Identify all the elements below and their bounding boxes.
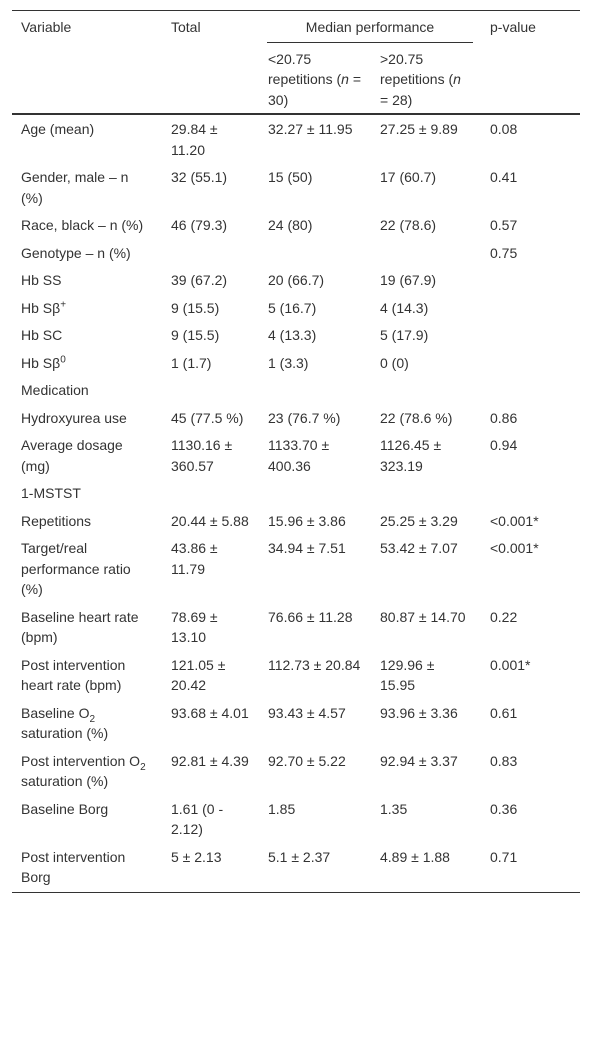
cell-variable: Hb SS [21,272,62,288]
cell-variable: Hydroxyurea use [21,409,127,426]
cell-total: 46 (79.3) [171,217,228,233]
cell-group-high: 129.96 ± 15.95 [380,656,435,693]
cell-total: 9 (15.5) [171,299,220,316]
header-group-high: >20.75 repetitions (n = 28) [371,43,481,115]
cell-variable: Average dosage (mg) [21,437,123,474]
cell-variable: Baseline $O_2$ saturation (%) [21,704,109,741]
header-p-value: p-value [481,11,580,115]
cell-variable: 1-MSTST [21,485,81,501]
table-row [12,603,580,651]
cell-variable: Age (mean) [21,121,95,137]
table-row [12,404,580,432]
cell-group-low [259,239,371,267]
cell-group-low: 93.43 ± 4.57 [268,704,346,721]
cell-total: 45 (77.5 %) [171,409,244,426]
cell-group-low: 15 (50) [268,169,313,185]
table-row [12,747,580,795]
table-row [12,534,580,603]
cell-group-high: 93.96 ± 3.36 [380,704,458,721]
cell-group-high [371,376,481,404]
cell-group-high: 1.35 [380,800,408,817]
table-row [12,239,580,267]
table-container [12,10,580,893]
cell-group-high [371,239,481,267]
table-header [12,11,580,115]
cell-p-value: 0.08 [490,121,518,137]
cell-group-high: 22 (78.6 %) [380,409,453,426]
cell-group-low: 20 (66.7) [268,272,325,288]
cell-group-low: 5.1 ± 2.37 [259,843,371,893]
cell-total: 78.69 ± 13.10 [171,608,218,645]
table-row [12,795,580,843]
cell-group-low: 1.85 [268,800,296,817]
cell-group-low: 92.70 ± 5.22 [268,752,346,769]
cell-variable: Repetitions [21,512,92,529]
table-row [12,294,580,322]
table-row [12,843,580,893]
cell-p-value: 0.86 [490,409,518,426]
cell-total: 43.86 ± 11.79 [171,540,218,577]
cell-p-value [481,376,580,404]
header-total: Total [162,11,259,115]
table-row [12,163,580,211]
cell-group-low: 76.66 ± 11.28 [268,608,353,625]
table-row [12,211,580,239]
header-group-low: <20.75 repetitions (n = 30) [259,43,371,115]
cell-group-high: 22 (78.6) [380,217,437,233]
cell-total [162,376,259,404]
cell-variable: Hb Sβ+ [21,298,67,316]
cell-p-value: <0.001* [490,512,539,529]
cell-group-high: 1126.45 ± 323.19 [380,437,442,474]
cell-group-high: 53.42 ± 7.07 [380,540,458,556]
cell-variable: Post intervention heart rate (bpm) [21,656,126,693]
cell-group-high [371,479,481,507]
cell-p-value [481,349,580,377]
cell-group-high: 92.94 ± 3.37 [380,752,458,769]
cell-variable: Gender, male – n (%) [21,169,129,206]
cell-total: 39 (67.2) [171,272,228,288]
cell-group-low: 4 (13.3) [268,327,317,343]
cell-total: 32 (55.1) [171,169,228,185]
table-row [12,321,580,349]
cell-p-value: 0.001* [490,656,531,673]
cell-total: 20.44 ± 5.88 [171,512,249,529]
cell-group-low: 1133.70 ± 400.36 [268,437,330,474]
cell-p-value [481,479,580,507]
cell-group-low [259,479,371,507]
cell-variable: Genotype – n (%) [21,244,131,261]
cell-group-high: 25.25 ± 3.29 [380,512,458,529]
cell-total: 29.84 ± 11.20 [171,121,218,158]
table-body [12,114,580,892]
cell-total [162,479,259,507]
cell-p-value: 0.36 [490,800,518,817]
cell-p-value: 0.57 [490,217,518,233]
cell-group-high: 80.87 ± 14.70 [380,608,466,625]
cell-variable: Post intervention Borg [12,843,162,893]
cell-group-high: 17 (60.7) [380,169,437,185]
table-row [12,376,580,404]
cell-p-value: 0.83 [490,752,518,769]
table-row [12,699,580,747]
cell-p-value: 0.22 [490,608,518,625]
cell-p-value: 0.71 [481,843,580,893]
header-variable: Variable [12,11,162,115]
cell-group-low: 34.94 ± 7.51 [268,540,346,556]
table-row [12,431,580,479]
cell-variable: Target/real performance ratio (%) [21,540,131,597]
cell-variable: Hb SC [21,327,63,343]
cell-group-low: 5 (16.7) [268,299,317,316]
cell-p-value: 0.41 [490,169,518,185]
cell-group-high: 5 (17.9) [380,327,429,343]
cell-group-high: 4.89 ± 1.88 [371,843,481,893]
cell-p-value: 0.94 [490,437,518,453]
header-median-performance: Median performance [259,11,481,43]
cell-variable: Baseline heart rate (bpm) [21,608,139,645]
table-row [12,114,580,163]
table-row [12,651,580,699]
cell-variable: Baseline Borg [21,800,109,817]
cell-total: 1.61 (0 - 2.12) [171,800,224,837]
cell-total: 9 (15.5) [171,327,220,343]
cell-total: 92.81 ± 4.39 [171,752,249,769]
cell-total: 5 ± 2.13 [162,843,259,893]
cell-variable: Race, black – n (%) [21,217,144,233]
cell-p-value: 0.75 [490,244,518,261]
table-row [12,479,580,507]
cell-p-value: 0.61 [490,704,518,721]
cell-variable: Post intervention $O_2$ saturation (%) [21,752,146,789]
cell-group-low: 15.96 ± 3.86 [268,512,346,529]
cell-variable: Hb $S\beta^0$ [21,353,66,371]
cell-group-low: 23 (76.7 %) [268,409,341,426]
cell-group-low: 112.73 ± 20.84 [268,656,361,673]
cell-group-low: 1 (3.3) [268,354,309,371]
table-row [12,266,580,294]
cell-group-low: 32.27 ± 11.95 [268,121,353,137]
cell-p-value [481,294,580,322]
table-row [12,507,580,535]
cell-group-high: 19 (67.9) [380,272,437,288]
cell-variable: Medication [21,382,89,398]
cell-p-value [481,266,580,294]
cell-group-high: 27.25 ± 9.89 [380,121,458,137]
table-row [12,349,580,377]
data-table [12,10,580,893]
cell-p-value: <0.001* [490,540,539,556]
cell-total: 93.68 ± 4.01 [171,704,249,721]
cell-total: 1130.16 ± 360.57 [171,437,233,474]
cell-group-low: 24 (80) [268,217,313,233]
cell-p-value [481,321,580,349]
cell-total [162,239,259,267]
cell-group-high: 0 (0) [380,354,409,371]
cell-total: 121.05 ± 20.42 [171,656,226,693]
cell-total: 1 (1.7) [171,354,212,371]
cell-group-high: 4 (14.3) [380,299,429,316]
cell-group-low [259,376,371,404]
